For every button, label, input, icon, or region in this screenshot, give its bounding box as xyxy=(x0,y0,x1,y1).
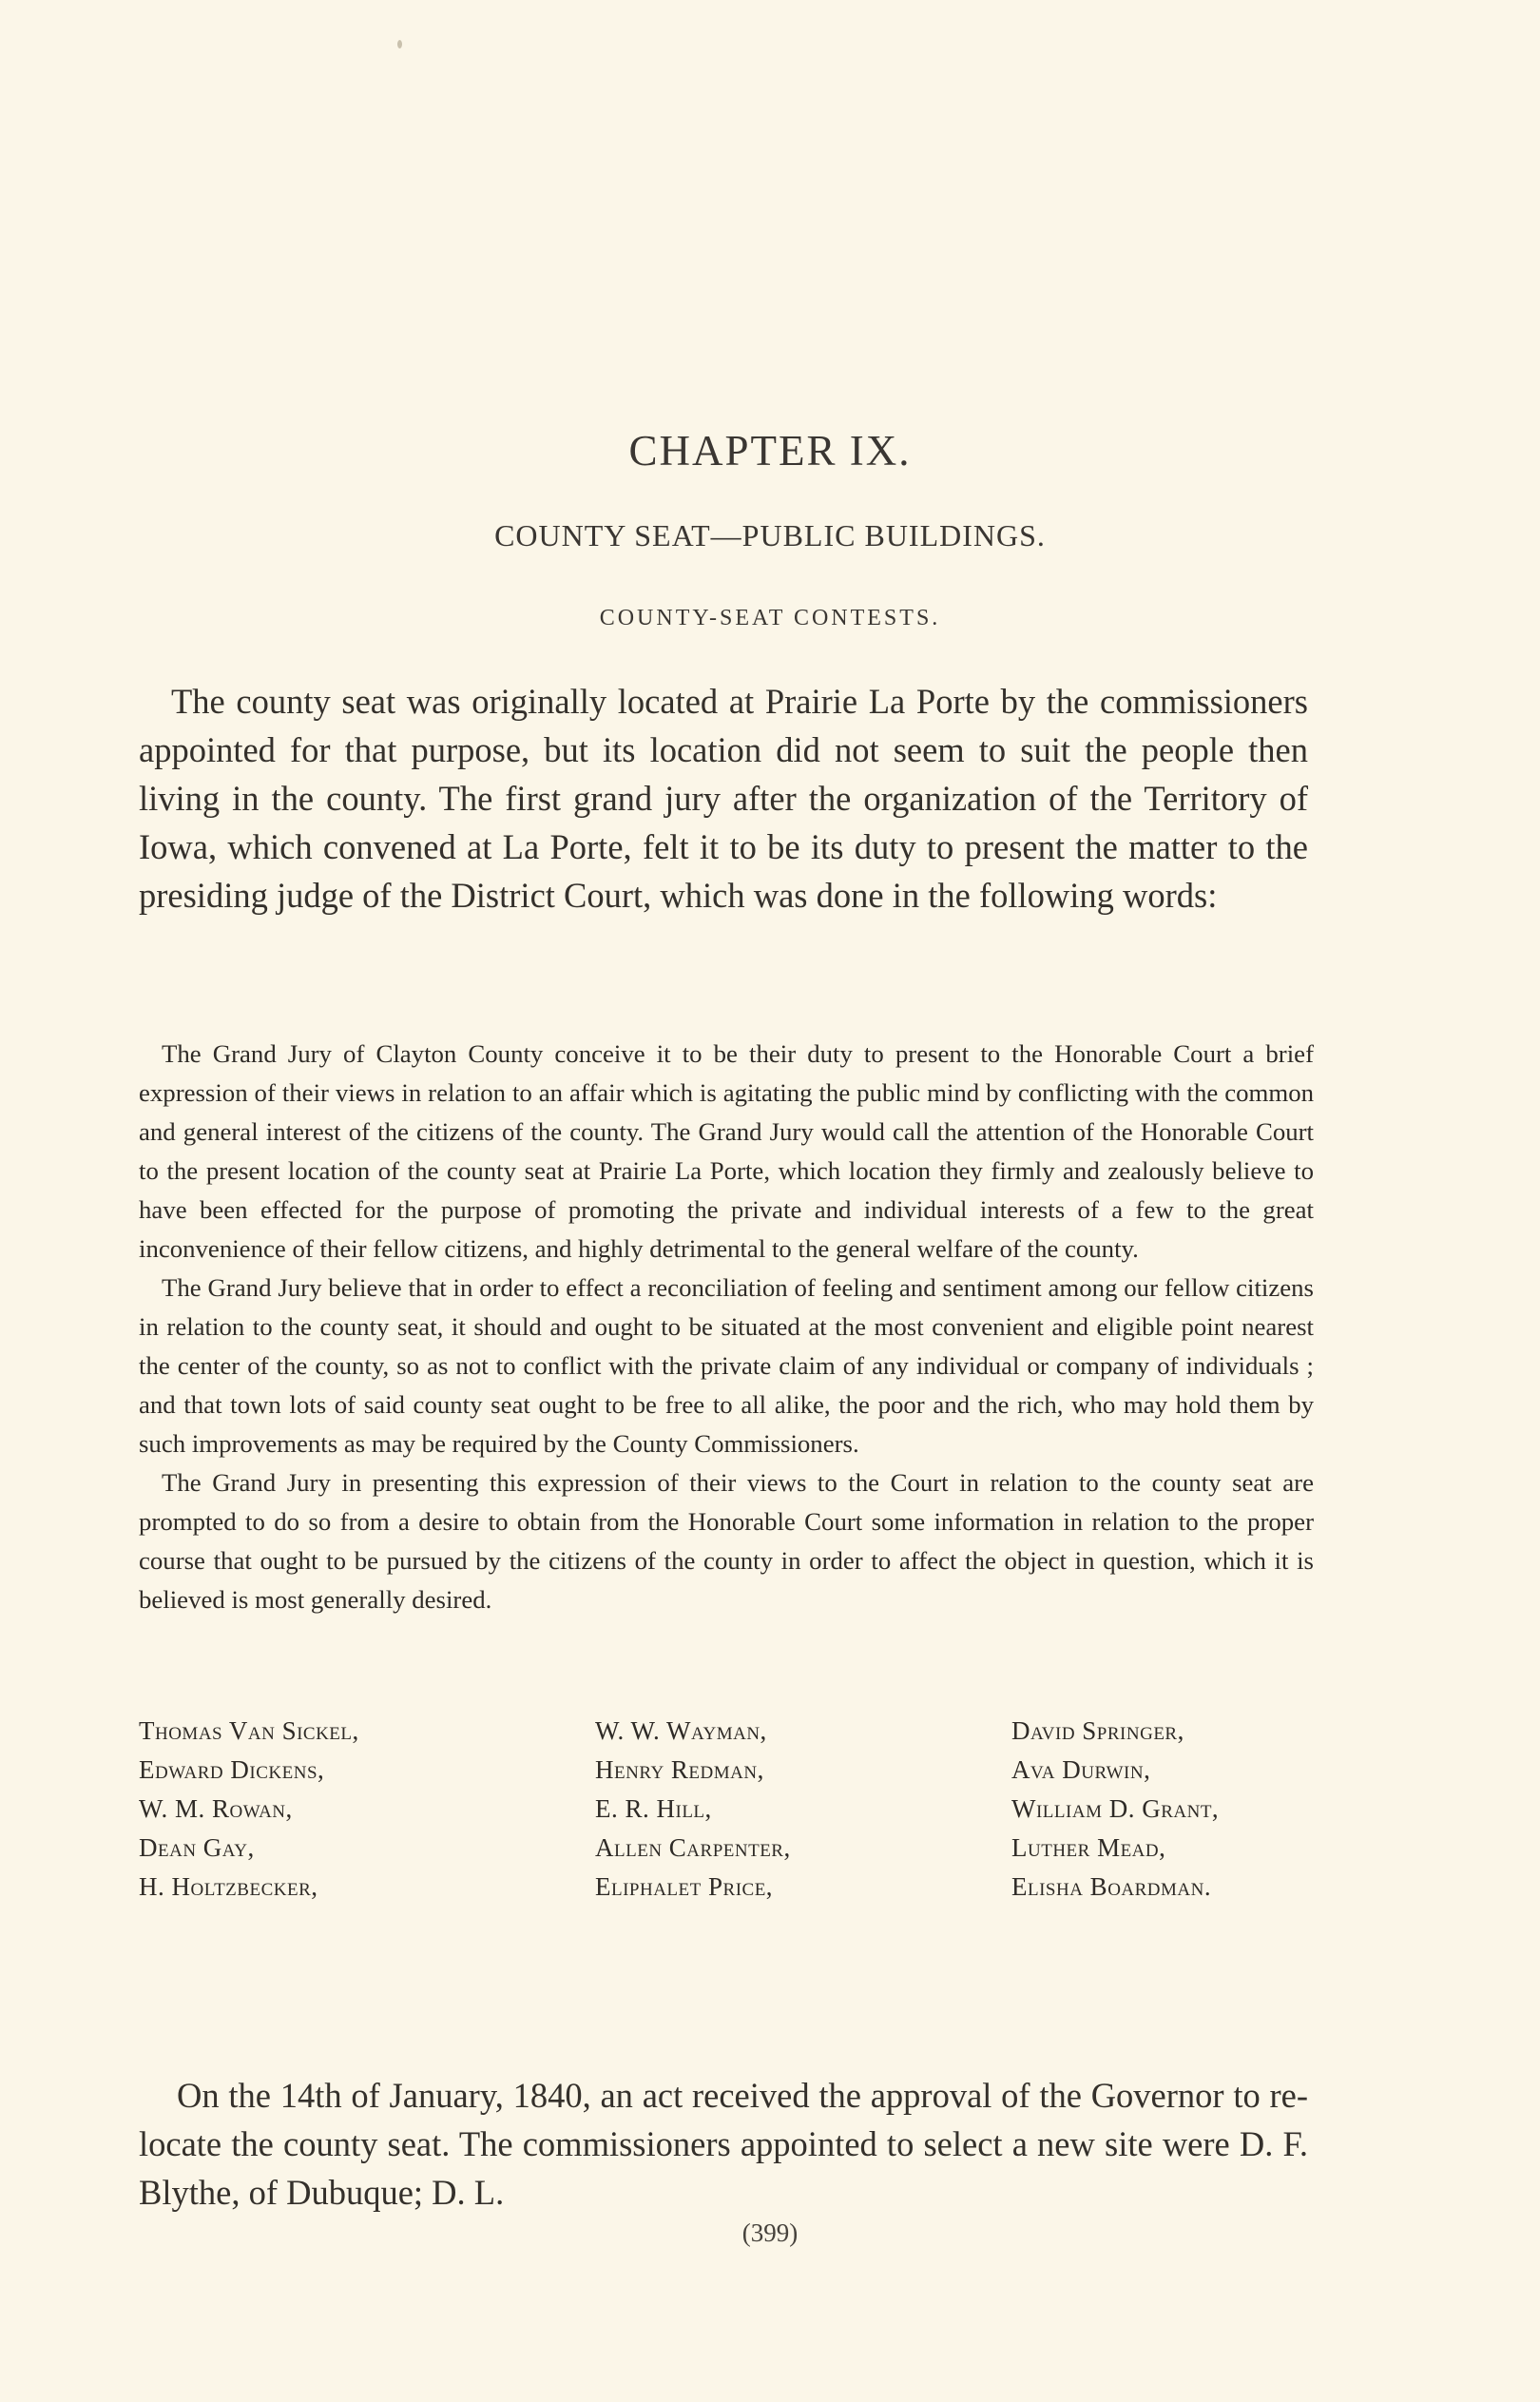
signer-name: David Springer, xyxy=(1011,1716,1184,1745)
quote-paragraph: The Grand Jury of Clayton County conceive it to be their duty to present to the Honorable Court a brief expression of their views in relation to an affair which is agitating the public mind by conflicting with the common and general interest of the citizens of the county. The Grand Jury would call the attention of the Honorable Court to the present location of the county seat at Prairie La Porte, which location they firmly and zealously believe to have been effected for the purpose of promoting the private and individual interests of a few to the great inconvenience of their fellow citizens, and highly detrimental to the general welfare of the county. xyxy=(139,1039,1314,1263)
signer-name: W. M. Rowan, xyxy=(139,1794,293,1823)
chapter-title: CHAPTER IX. xyxy=(628,427,912,475)
signer-name: E. R. Hill, xyxy=(595,1794,712,1823)
page-number: (399) xyxy=(741,2218,799,2247)
signer-name: Allen Carpenter, xyxy=(595,1833,791,1862)
signer-name: Thomas Van Sickel, xyxy=(139,1716,359,1745)
body-paragraph-2: On the 14th of January, 1840, an act received the approval of the Governor to re-locate the county seat. The commissioners appointed to select a new site were D. F. Blythe, of Dubuque; D. L. xyxy=(139,2076,1308,2212)
signer-name: W. W. Wayman, xyxy=(595,1716,767,1745)
section-heading: COUNTY-SEAT CONTESTS. xyxy=(599,606,941,630)
signer-name: Eliphalet Price, xyxy=(595,1872,774,1901)
grand-jury-quote xyxy=(139,1035,1314,1619)
signer-name: Ava Durwin, xyxy=(1011,1755,1151,1784)
paper-speck xyxy=(397,40,402,48)
signer-name: H. Holtzbecker, xyxy=(139,1872,318,1901)
signer-name: William D. Grant, xyxy=(1011,1794,1220,1823)
signers-list xyxy=(139,1712,1318,1907)
signer-name: Elisha Boardman. xyxy=(1011,1872,1212,1901)
chapter-subtitle: COUNTY SEAT—PUBLIC BUILDINGS. xyxy=(494,518,1046,552)
body-paragraph-1-text: The county seat was originally located at Prairie La Porte by the commissioners appointed for that purpose, but its location did not seem to suit the people then living in the county. The first grand jury after the organization of the Territory of Iowa, which convened at La Porte, felt it to be its duty to present the matter to the presiding judge of the District Court, which was done in the following words: xyxy=(139,682,1308,915)
quote-paragraph: The Grand Jury in presenting this expression of their views to the Court in relation to the county seat are prompted to do so from a desire to obtain from the Honorable Court some information in relation to the proper course that ought to be pursued by the citizens of the county in order to affect the object in question, which it is believed is most generally desired. xyxy=(139,1468,1314,1614)
quote-paragraph: The Grand Jury believe that in order to effect a reconciliation of feeling and sentiment among our fellow citizens in relation to the county seat, it should and ought to be situated at the most convenient and eligible point nearest the center of the county, so as not to conflict with the private claim of any individual or company of individuals ; and that town lots of said county seat ought to be free to all alike, the poor and the rich, who may hold them by such improvements as may be required by the County Commissioners. xyxy=(139,1273,1314,1458)
signer-name: Luther Mead, xyxy=(1011,1833,1166,1862)
body-paragraph-1 xyxy=(139,677,1308,920)
signer-name: Henry Redman, xyxy=(595,1755,764,1784)
signer-name: Edward Dickens, xyxy=(139,1755,325,1784)
signer-name: Dean Gay, xyxy=(139,1833,255,1862)
